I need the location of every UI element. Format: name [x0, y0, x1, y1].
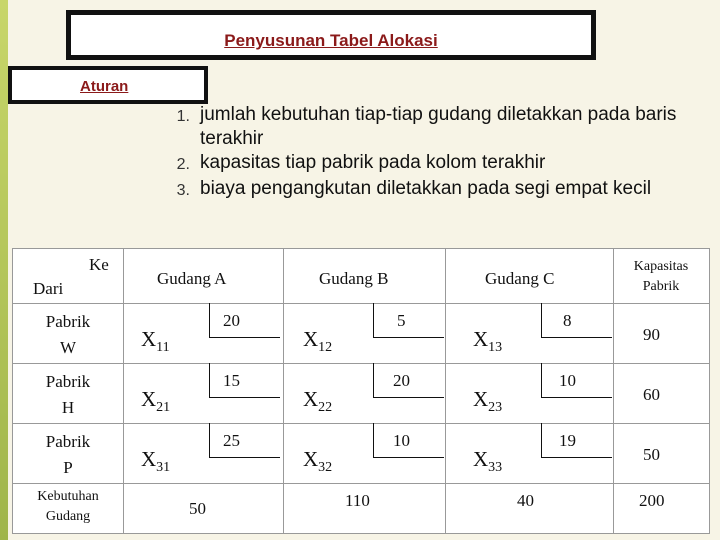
grid-line: [445, 249, 446, 533]
allocation-variable: $X_{23}$: [473, 387, 503, 416]
row-label-line1: Pabrik: [45, 312, 91, 331]
corner-to-label: Ke: [89, 255, 109, 274]
title-box: [66, 10, 596, 60]
row-label-line2: P: [63, 458, 73, 477]
allocation-variable: $X_{12}$: [303, 327, 333, 356]
row-label-line1: Pabrik: [45, 432, 91, 451]
rule-number: 3.: [176, 182, 190, 199]
demand-value-c: 40: [517, 491, 534, 510]
column-header-gudang-a: Gudang A: [157, 269, 227, 288]
cost-box: [209, 423, 280, 458]
demand-value-a: 50: [189, 499, 206, 518]
rule-item: [150, 151, 690, 177]
cost-box: [209, 303, 280, 338]
row-label-line2: W: [59, 338, 77, 357]
rules-heading: Aturan: [80, 78, 129, 95]
row-label-line2: H: [61, 398, 75, 417]
rules-heading-box: [8, 66, 208, 104]
allocation-variable: $X_{33}$: [473, 447, 503, 476]
page-title: Penyusunan Tabel Alokasi: [224, 31, 438, 50]
capacity-header-line2: Pabrik: [642, 279, 680, 294]
corner-from-label: Dari: [33, 279, 64, 298]
row-label-line1: Pabrik: [45, 372, 91, 391]
grid-line: [283, 249, 284, 533]
demand-value-b: 110: [345, 491, 370, 510]
demand-label-line1: Kebutuhan: [37, 489, 99, 504]
capacity-value: 50: [643, 445, 660, 464]
capacity-value: 60: [643, 385, 660, 404]
row-label-h: [13, 369, 123, 421]
cost-box: [209, 363, 280, 398]
rule-number: 1.: [176, 108, 190, 125]
cost-value: 8: [563, 311, 572, 330]
allocation-variable: $X_{31}$: [141, 447, 171, 476]
total-value: 200: [639, 491, 665, 510]
cost-box: [373, 303, 444, 338]
cost-value: 19: [559, 431, 576, 450]
rule-item: [150, 103, 690, 151]
cost-value: 20: [223, 311, 240, 330]
allocation-variable: $X_{11}$: [141, 327, 170, 356]
allocation-variable: $X_{22}$: [303, 387, 333, 416]
grid-line: [123, 249, 124, 533]
cost-value: 5: [397, 311, 406, 330]
row-label-w: [13, 309, 123, 361]
rule-text: jumlah kebutuhan tiap-tiap gudang diletakkan pada baris terakhir: [200, 104, 677, 149]
cost-box: [541, 303, 612, 338]
cost-value: 10: [559, 371, 576, 390]
column-header-gudang-b: Gudang B: [319, 269, 389, 288]
rule-text: kapasitas tiap pabrik pada kolom terakhir: [200, 152, 546, 173]
allocation-variable: $X_{21}$: [141, 387, 171, 416]
grid-line: [13, 483, 709, 484]
allocation-variable: $X_{32}$: [303, 447, 333, 476]
rule-number: 2.: [176, 156, 190, 173]
cost-value: 25: [223, 431, 240, 450]
rules-list: [150, 103, 690, 203]
row-label-p: [13, 429, 123, 481]
cost-value: 20: [393, 371, 410, 390]
capacity-header-line1: Kapasitas: [633, 259, 689, 274]
demand-label-line2: Gudang: [45, 509, 91, 524]
cost-box: [541, 363, 612, 398]
capacity-header: [613, 257, 709, 297]
rule-item: [150, 177, 690, 203]
cost-value: 10: [393, 431, 410, 450]
cost-box: [541, 423, 612, 458]
column-header-gudang-c: Gudang C: [485, 269, 555, 288]
cost-value: 15: [223, 371, 240, 390]
rule-text: biaya pengangkutan diletakkan pada segi empat kecil: [200, 178, 652, 199]
demand-label: [13, 487, 123, 527]
allocation-variable: $X_{13}$: [473, 327, 503, 356]
allocation-table: [12, 248, 710, 534]
capacity-value: 90: [643, 325, 660, 344]
decorative-stripe: [0, 0, 8, 540]
